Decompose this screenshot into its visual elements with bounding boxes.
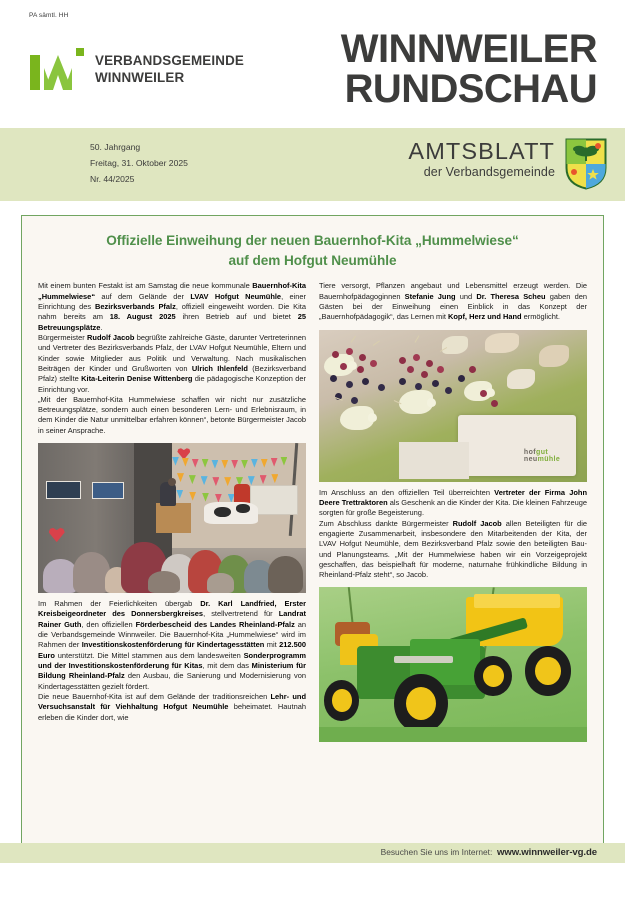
paragraph-zitat-jacob: „Mit der Bauernhof-Kita Hummelwiese schaffen wir nicht nur zusätzliche Betreuungsplätze, sondern auch einen besonderen Lern- und Erlebnisraum, in dem Kinder die Natur unmittelbar erfahren können“, betonte Bürgermeister Jacob in seiner Ansprache. [38, 394, 306, 435]
t: mit [264, 640, 280, 650]
t: Förderbescheid des Landes Rheinland-Pfalz [135, 619, 295, 629]
t: und [455, 291, 477, 301]
t: Ulrich Ihlenfeld [191, 363, 248, 373]
t: Kita-Leiterin Denise Wittenberg [81, 374, 193, 384]
amtsblatt-subtitle: der Verbandsgemeinde [423, 164, 555, 179]
article-headline [38, 231, 587, 270]
t: auf dem Gelände der [95, 291, 191, 301]
footer-internet-note [381, 847, 597, 858]
t: als Geschenk an die Kinder der Kita. Die kleinen Fahrzeuge sorgten für große Begeisterung. [319, 497, 587, 518]
t: begrüßte zahlreiche Gäste, darunter Vertreterinnen und Vertreter des Bezirksverbands Pfalz, der LVAV Hofgut Neumühle, Eltern und Kinder sowie Mitglieder aus Politik und Verwaltung. Nach musikalischen Beiträgen der Kinder und Grußworten von [38, 332, 306, 373]
headline-line-1: Offizielle Einweihung der neuen Bauernhof-Kita „Hummelwiese“ [106, 233, 519, 248]
t: beheimatet. Hautnah erleben die Kinder dort, wie [38, 702, 306, 722]
t: den Ausbau, die Sanierung und Modernisierung von Kindertagesstätten gezielt fördert. [38, 671, 306, 691]
t: . [100, 322, 103, 332]
main-article [21, 215, 604, 850]
amtsblatt-label [408, 139, 555, 180]
t: Tiere versorgt, Pflanzen angebaut und Lebensmittel erzeugt werden. Die Bauernhofpädagoginnen [319, 281, 587, 301]
vg-winnweiler-logo-icon [30, 48, 88, 90]
article-column-left [38, 281, 306, 837]
t: 18. August 2025 [109, 312, 176, 322]
t: , den offiziellen [81, 619, 136, 629]
article-column-right [319, 281, 587, 837]
issue-info-band [0, 128, 625, 201]
t: , einer Einrichtung des [38, 291, 307, 312]
t: ihren Betrieb auf und bietet [175, 312, 298, 322]
photo-buffet-trauben-igel [319, 330, 587, 482]
footer-text: Besuchen Sie uns im Internet: [380, 847, 493, 857]
t: Bürgermeister [38, 332, 88, 342]
t: Im Anschluss an den offiziellen Teil überreichten [319, 487, 495, 497]
logo-line-2: WINNWEILER [95, 69, 185, 85]
paper-title [340, 27, 597, 111]
coat-of-arms-icon [565, 138, 607, 190]
t: Sonderprogramm und der Investitionskostenförderung für Kitas [38, 650, 306, 670]
logo-line-1: VERBANDSGEMEINDE [95, 53, 244, 69]
t: 212.500 Euro [38, 640, 306, 660]
paragraph-bauernhofpaedagogik [319, 281, 587, 322]
t: Dr. Theresa Scheu [476, 291, 546, 301]
photo-einweihung-festakt-halle [38, 443, 306, 593]
paragraph-dank [319, 519, 587, 581]
t: an die Verbandsgemeinde Winnweiler. Die Bauernhof-Kita „Hummelwiese“ wird im Rahmen der [38, 619, 307, 650]
t: Zum Abschluss dankte Bürgermeister [319, 518, 453, 528]
t: , offiziell eingeweiht worden. Die Kita nahm bereits am [38, 302, 306, 322]
footer-url[interactable]: www.winnweiler-vg.de [497, 847, 597, 858]
t: Im Rahmen der Feierlichkeiten übergab [38, 599, 201, 609]
photo-john-deere-trettraktor [319, 587, 587, 742]
t: Kopf, Herz und Hand [448, 312, 522, 322]
headline-line-2: auf dem Hofgut Neumühle [228, 252, 397, 268]
issue-meta [90, 140, 188, 188]
t: Ministerium für Bildung Rheinland-Pfalz [38, 660, 306, 681]
paragraph-intro [38, 281, 306, 333]
masthead [0, 0, 625, 128]
amtsblatt-title: AMTSBLATT [408, 138, 555, 164]
t: gaben den Gästen bei der Einweihung einen Einblick in das Konzept der „Bauernhofpädagogik“, das Lernen mit [319, 291, 587, 322]
issue-date: Freitag, 31. Oktober 2025 [90, 157, 188, 168]
t: Rudolf Jacob [452, 518, 502, 528]
t: Die neue Bauernhof-Kita ist auf dem Gelände der traditionsreichen [38, 691, 271, 701]
paragraph-john-deere [319, 488, 587, 519]
t: Bauernhof-Kita „Hummelwiese“ [38, 281, 306, 301]
paper-title-line-1: WINNWEILER [340, 27, 597, 71]
hofgut-neumuehle-platter-logo: hofgut neumühle [523, 449, 561, 464]
paragraph-hofgut [38, 692, 306, 723]
verbandsgemeinde-logo[interactable] [30, 48, 244, 90]
t: Bezirksverbands Pfalz [95, 302, 176, 312]
t: (Bezirksverband Pfalz) stellte [38, 363, 306, 384]
t: allen Beteiligten für die engagierte Zusammenarbeit, insbesondere den Mitarbeitenden der Kita, der LVAV Hofgut Neumühle, dem Bezirksverband Pfalz sowie den beteiligten Bau- und Planungsteams. „Mit der Hummelwiese haben wir ein Vorzeigeprojekt geschaffen, das beispielhaft für moderne, naturnahe frühkindliche Bildung in Rheinland-Pfalz steht“, so Jacob. [319, 518, 587, 580]
t: , stellvertretend für [203, 609, 279, 619]
t: LVAV Hofgut Neumühle [190, 291, 282, 301]
t: unterstützt. Die Mittel stammen aus dem landesweiten [54, 650, 244, 660]
paragraph-foerderbescheid [38, 599, 306, 692]
t: , mit dem das [202, 660, 252, 670]
t: ermöglicht. [521, 312, 560, 322]
t: die pädagogische Konzeption der Einrichtung vor. [38, 374, 306, 394]
t: Rudolf Jacob [87, 332, 135, 342]
paper-title-line-2: RUNDSCHAU [344, 66, 597, 111]
t: Landrat Rainer Guth [38, 609, 306, 629]
issue-number: Nr. 44/2025 [90, 173, 135, 184]
t: Mit einem bunten Festakt ist am Samstag die neue kommunale [38, 281, 253, 291]
footer-band [0, 843, 625, 863]
t: Vertreter der Firma John Deere Trettraktoren [319, 487, 588, 507]
t: Investitionskostenförderung für Kindertagesstätten [81, 640, 265, 650]
t: Dr. Karl Landfried, Erster Kreisbeigeordneter des Donnersbergkreises [38, 599, 306, 619]
t: Lehr- und Versuchsanstalt für Viehhaltung Hofgut Neumühle [38, 691, 306, 712]
issue-volume: 50. Jahrgang [90, 142, 141, 152]
t: 25 Betreuungsplätze [38, 312, 306, 332]
postal-distribution-code: PA sämtl. HH [29, 12, 69, 19]
paragraph-buergermeister [38, 333, 306, 395]
t: Stefanie Jung [404, 291, 456, 301]
article-columns [38, 281, 587, 837]
